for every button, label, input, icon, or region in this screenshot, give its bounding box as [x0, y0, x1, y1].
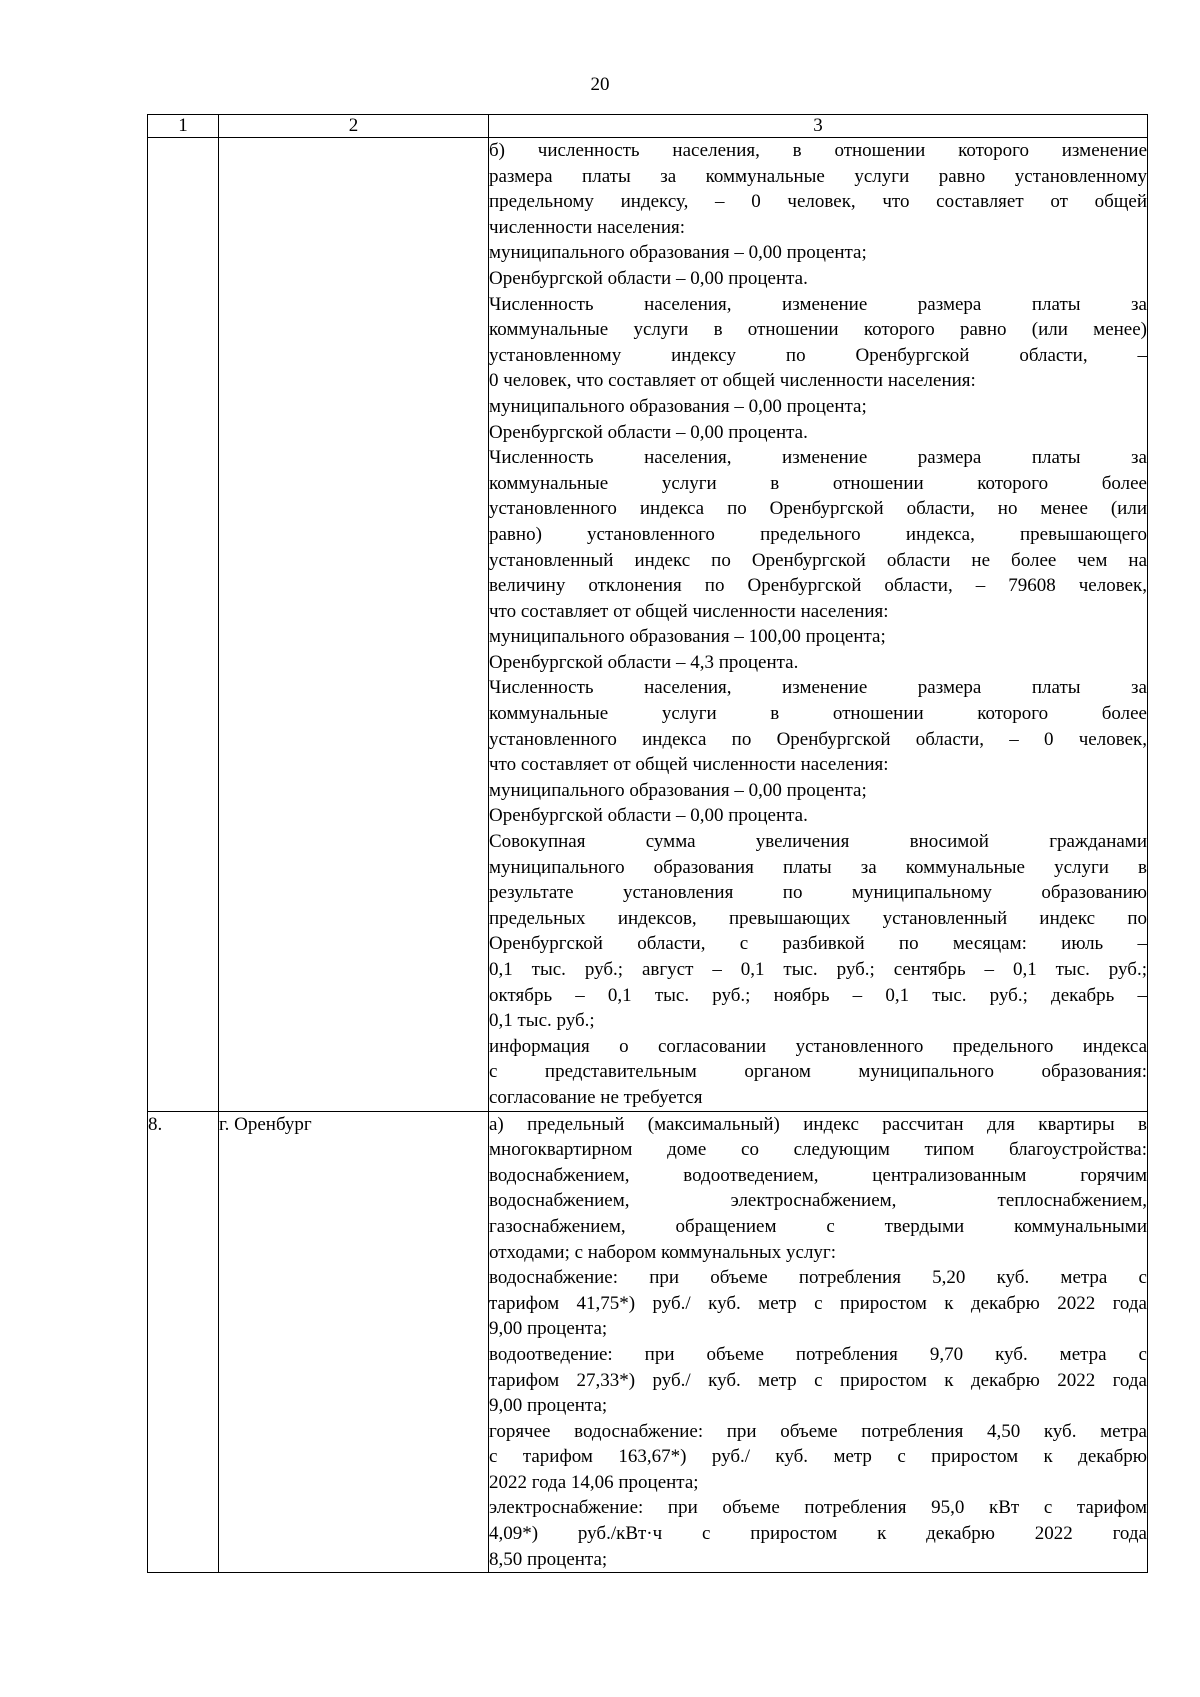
text-line: величину отклонения по Оренбургской области, – 79608 человек,	[489, 575, 1147, 597]
row-number-cell	[148, 138, 219, 1112]
column-header-3: 3	[489, 115, 1148, 138]
text-line: 8,50 процента;	[489, 1548, 608, 1570]
text-line: предельных индексов, превышающих установленный индекс по	[489, 907, 1147, 929]
text-line: что составляет от общей численности населения:	[489, 754, 889, 776]
text-line: Оренбургской области – 4,3 процента.	[489, 651, 799, 673]
indices-table	[147, 114, 1148, 1573]
text-line: установленного индекса по Оренбургской области, – 0 человек,	[489, 728, 1147, 750]
table-header-row	[148, 115, 1148, 138]
text-line: установленный индекс по Оренбургской области не более чем на	[489, 549, 1147, 571]
text-line: муниципального образования платы за коммунальные услуги в	[489, 856, 1147, 878]
text-line: многоквартирном доме со следующим типом благоустройства:	[489, 1139, 1147, 1161]
text-line: октябрь – 0,1 тыс. руб.; ноябрь – 0,1 тыс. руб.; декабрь –	[489, 984, 1147, 1006]
text-line: водоснабжением, водоотведением, централизованным горячим	[489, 1164, 1147, 1186]
table-row	[148, 138, 1148, 1112]
text-line: Оренбургской области – 0,00 процента.	[489, 421, 808, 443]
text-line: водоснабжением, электроснабжением, теплоснабжением,	[489, 1190, 1147, 1212]
text-line: 4,09*) руб./кВт·ч с приростом к декабрю 2022 года	[489, 1523, 1147, 1545]
text-line: муниципального образования – 100,00 процента;	[489, 626, 886, 648]
text-line: предельному индексу, – 0 человек, что составляет от общей	[489, 191, 1147, 213]
column-header-2: 2	[219, 115, 489, 138]
text-line: равно) установленного предельного индекса, превышающего	[489, 523, 1147, 545]
text-line: 0,1 тыс. руб.;	[489, 1010, 595, 1032]
text-line: 9,00 процента;	[489, 1395, 608, 1417]
text-line: тарифом 41,75*) руб./ куб. метр с приростом к декабрю 2022 года	[489, 1292, 1147, 1314]
text-line: муниципального образования – 0,00 процента;	[489, 395, 867, 417]
page-number: 20	[590, 74, 610, 95]
text-line: муниципального образования – 0,00 процента;	[489, 779, 867, 801]
text-line: б) численность населения, в отношении которого изменение	[489, 140, 1147, 161]
text-line: Численность населения, изменение размера платы за	[489, 677, 1147, 699]
text-line: коммунальные услуги в отношении которого более	[489, 703, 1147, 725]
description-cell	[489, 138, 1148, 1112]
text-line: Численность населения, изменение размера платы за	[489, 447, 1147, 469]
text-line: 0 человек, что составляет от общей численности населения:	[489, 370, 976, 392]
text-line: тарифом 27,33*) руб./ куб. метр с приростом к декабрю 2022 года	[489, 1369, 1147, 1391]
table-row	[148, 1111, 1148, 1573]
text-line: Оренбургской области – 0,00 процента.	[489, 805, 808, 827]
text-line: водоотведение: при объеме потребления 9,70 куб. метра с	[489, 1343, 1147, 1365]
text-line: что составляет от общей численности населения:	[489, 600, 889, 622]
text-line: электроснабжение: при объеме потребления 95,0 кВт с тарифом	[489, 1497, 1147, 1519]
text-line: 0,1 тыс. руб.; август – 0,1 тыс. руб.; сентябрь – 0,1 тыс. руб.;	[489, 959, 1147, 980]
text-line: коммунальные услуги в отношении которого более	[489, 472, 1147, 494]
text-line: информация о согласовании установленного предельного индекса	[489, 1035, 1147, 1057]
text-line: 2022 года 14,06 процента;	[489, 1471, 699, 1493]
text-line: согласование не требуется	[489, 1086, 703, 1108]
text-line: Оренбургской области – 0,00 процента.	[489, 267, 808, 289]
text-line: результате установления по муниципальному образованию	[489, 882, 1147, 904]
text-line: Численность населения, изменение размера платы за	[489, 293, 1147, 315]
text-line: а) предельный (максимальный) индекс рассчитан для квартиры в	[489, 1113, 1147, 1135]
text-line: установленного индекса по Оренбургской области, но менее (или	[489, 498, 1147, 520]
description-cell	[489, 1111, 1148, 1573]
text-line: размера платы за коммунальные услуги равно установленному	[489, 165, 1147, 187]
text-line: Оренбургской области, с разбивкой по месяцам: июль –	[489, 933, 1147, 955]
text-line: муниципального образования – 0,00 процента;	[489, 242, 867, 264]
column-header-1: 1	[148, 115, 219, 138]
municipality-name-cell: г. Оренбург	[219, 1111, 489, 1573]
text-line: с тарифом 163,67*) руб./ куб. метр с приростом к декабрю	[489, 1446, 1147, 1468]
text-line: водоснабжение: при объеме потребления 5,20 куб. метра с	[489, 1267, 1147, 1289]
text-line: Совокупная сумма увеличения вносимой гражданами	[489, 831, 1147, 853]
text-line: численности населения:	[489, 216, 686, 238]
text-line: 9,00 процента;	[489, 1318, 608, 1340]
text-line: коммунальные услуги в отношении которого равно (или менее)	[489, 319, 1147, 341]
municipality-name-cell	[219, 138, 489, 1112]
text-line: газоснабжением, обращением с твердыми коммунальными	[489, 1215, 1147, 1237]
row-number-cell: 8.	[148, 1111, 219, 1573]
text-line: с представительным органом муниципального образования:	[489, 1061, 1147, 1083]
text-line: горячее водоснабжение: при объеме потребления 4,50 куб. метра	[489, 1420, 1147, 1442]
text-line: установленному индексу по Оренбургской области, –	[489, 344, 1147, 366]
text-line: отходами; с набором коммунальных услуг:	[489, 1241, 837, 1263]
